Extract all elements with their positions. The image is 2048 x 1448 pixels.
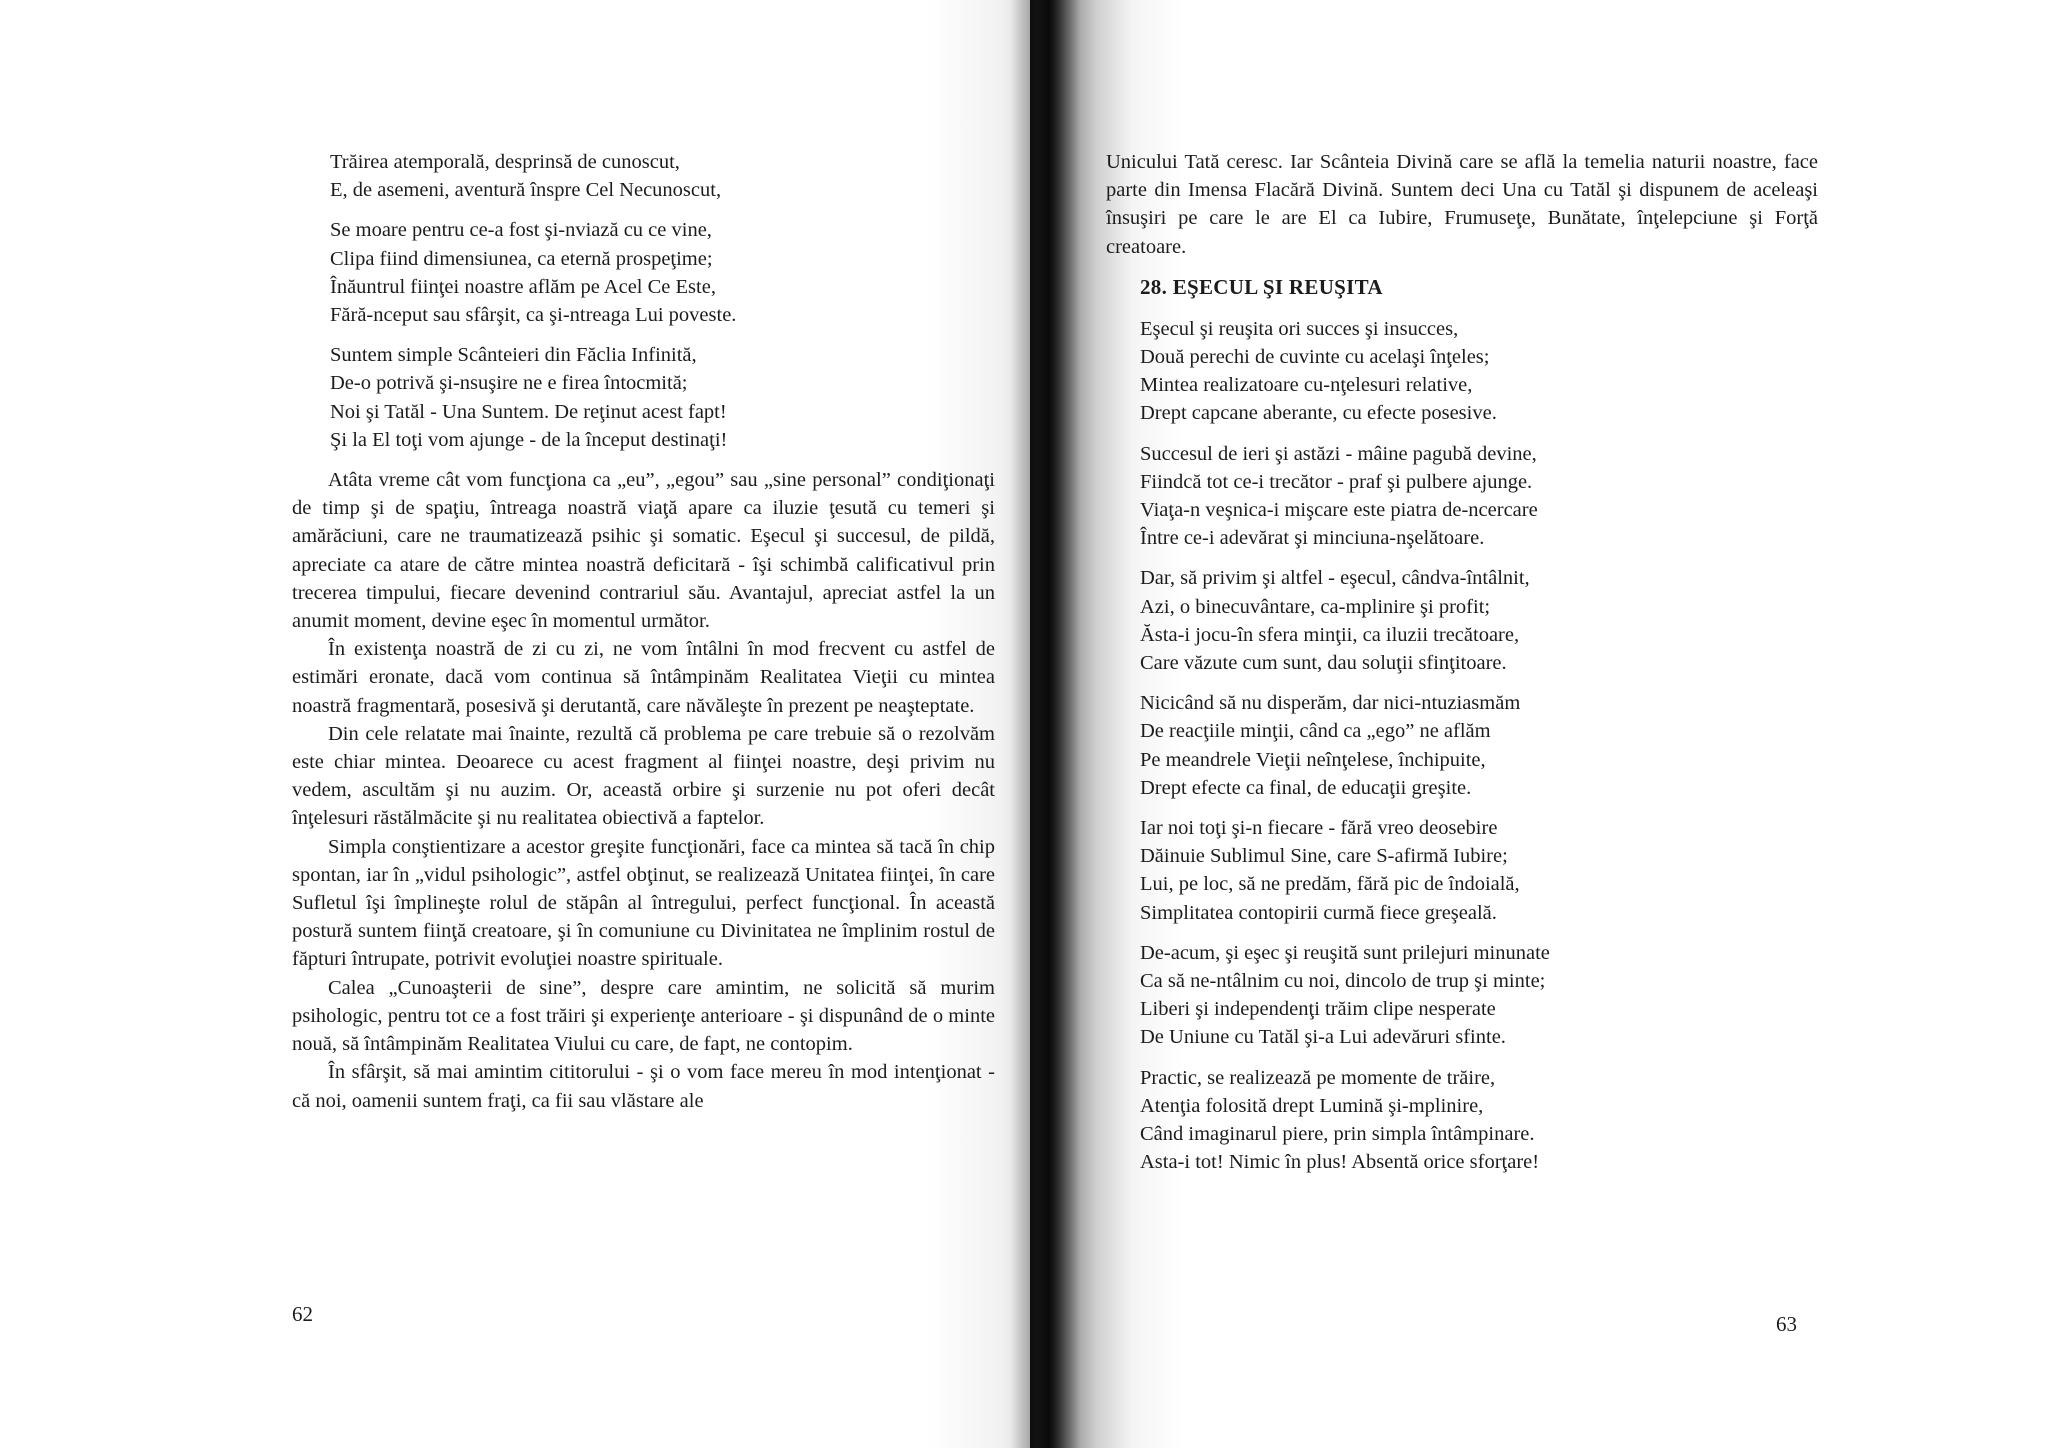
paragraph: Calea „Cunoaşterii de sine”, despre care amintim, ne solicită să murim psihologic, pentru tot ce a fost trăiri şi experienţe anterioare - şi dispunând de o minte nouă, să întâmpinăm Realitatea Viului cu care, de fapt, ne contopim. <box>292 976 995 1056</box>
poem-line: Asta-i tot! Nimic în plus! Absentă orice sforţare! <box>1140 1151 1540 1174</box>
poem-line: Drept efecte ca final, de educaţii greşite. <box>1140 776 1472 799</box>
left-stanza <box>330 341 995 454</box>
poem-line: De reacţiile minţii, când ca „ego” ne aflăm <box>1140 720 1491 743</box>
poem-line: Simplitatea contopirii curmă fiece greşeală. <box>1140 901 1497 924</box>
right-stanza <box>1140 315 1818 428</box>
poem-line: De-acum, şi eşec şi reuşită sunt prilejuri minunate <box>1140 941 1550 964</box>
poem-line: Două perechi de cuvinte cu acelaşi înţeles; <box>1140 346 1490 369</box>
right-page-text <box>1106 148 1818 1189</box>
paragraph: Unicului Tată ceresc. Iar Scânteia Divină care se află la temelia naturii noastre, face parte din Imensa Flacără Divină. Suntem deci Una cu Tatăl şi dispunem de aceleaşi însuşiri pe care le are El ca Iubire, Frumuseţe, Bunătate, înţelepciune şi Forţă creatoare. <box>1106 151 1818 258</box>
paragraph: Simpla conştientizare a acestor greşite funcţionări, face ca mintea să tacă în chip spontan, iar în „vidul psihologic”, astfel obţinut, se realizează Unitatea fiinţei, în care Sufletul îşi împlineşte rolul de stăpân al întregului, perfect funcţional. În această postură suntem fiinţă creatoare, şi în comuniune cu Divinitatea ne împlinim rostul de făpturi întrupate, potrivit evoluţiei noastre spirituale. <box>292 835 995 971</box>
right-stanza <box>1140 814 1818 927</box>
poem-line: Atenţia folosită drept Lumină şi-mplinire, <box>1140 1094 1484 1117</box>
right-intro <box>1106 148 1818 261</box>
poem-line: De Uniune cu Tatăl şi-a Lui adevăruri sfinte. <box>1140 1026 1506 1049</box>
paragraph: Atâta vreme cât vom funcţiona ca „eu”, „egou” sau „sine personal” condiţionaţi de timp şi de spaţiu, întreaga noastră viaţă apare ca iluzie ţesută cu temeri şi amărăciuni, care ne traumatizează psihic şi somatic. Eşecul şi succesul, de pildă, apreciate ca atare de către mintea noastră deficitară - îşi schimbă calificativul prin trecerea timpului, fiecare devenind contrariul său. Avantajul, apreciat astfel la un anumit moment, devine eşec în momentul următor. <box>292 469 995 633</box>
book-gutter-shadow <box>1010 0 1080 1448</box>
poem-line: Clipa fiind dimensiunea, ca eternă prospeţime; <box>330 247 713 270</box>
poem-line: Nicicând să nu disperăm, dar nici-ntuziasmăm <box>1140 692 1521 715</box>
left-page-text <box>292 148 995 1115</box>
poem-line: Suntem simple Scânteieri din Făclia Infinită, <box>330 344 697 367</box>
poem-line: Se moare pentru ce-a fost şi-nviază cu ce vine, <box>330 219 712 242</box>
poem-line: E, de asemeni, aventură înspre Cel Necunoscut, <box>330 179 722 202</box>
poem-line: Dăinuie Sublimul Sine, care S-afirmă Iubire; <box>1140 845 1508 868</box>
poem-line: Mintea realizatoare cu-nţelesuri relative, <box>1140 374 1473 397</box>
poem-line: Eşecul şi reuşita ori succes şi insucces, <box>1140 317 1459 340</box>
right-poem <box>1106 315 1818 1177</box>
left-prose <box>292 466 995 1115</box>
left-stanza <box>330 148 995 204</box>
right-stanza <box>1140 1064 1818 1177</box>
right-stanza <box>1140 564 1818 677</box>
poem-line: Viaţa-n veşnica-i mişcare este piatra de-ncercare <box>1140 499 1538 522</box>
left-poem <box>292 148 995 454</box>
paragraph: În sfârşit, să mai amintim cititorului - şi o vom face mereu în mod intenţionat - că noi, oamenii suntem fraţi, ca fii sau vlăstare ale <box>292 1061 995 1112</box>
poem-line: Dar, să privim şi altfel - eşecul, cândva-întâlnit, <box>1140 567 1530 590</box>
page-number-left: 62 <box>292 1302 313 1326</box>
page-number-right: 63 <box>1776 1312 1797 1336</box>
right-stanza <box>1140 939 1818 1052</box>
poem-line: Drept capcane aberante, cu efecte posesive. <box>1140 402 1497 425</box>
right-stanza <box>1140 440 1818 553</box>
poem-line: Când imaginarul piere, prin simpla întâmpinare. <box>1140 1123 1535 1146</box>
poem-line: Înăuntrul fiinţei noastre aflăm pe Acel Ce Este, <box>330 275 716 298</box>
chapter-heading: 28. EŞECUL ŞI REUŞITA <box>1140 274 1383 299</box>
poem-line: Fiindcă tot ce-i trecător - praf şi pulbere ajunge. <box>1140 470 1533 493</box>
poem-line: Ăsta-i jocu-în sfera minţii, ca iluzii trecătoare, <box>1140 623 1520 646</box>
poem-line: Între ce-i adevărat şi minciuna-nşelătoare. <box>1140 527 1485 550</box>
left-stanza <box>330 216 995 329</box>
paragraph: În existenţa noastră de zi cu zi, ne vom întâlni în mod frecvent cu astfel de estimări eronate, dacă vom continua să întâmpinăm Realitatea Vieţii cu mintea noastră fragmentară, posesivă şi derutantă, care năvăleşte în prezent pe neaşteptate. <box>292 638 995 717</box>
poem-line: Iar noi toţi şi-n fiecare - fără vreo deosebire <box>1140 817 1498 840</box>
poem-line: Noi şi Tatăl - Una Suntem. De reţinut acest fapt! <box>330 400 727 423</box>
poem-line: Liberi şi independenţi trăim clipe nesperate <box>1140 998 1496 1021</box>
poem-line: Trăirea atemporală, desprinsă de cunoscut, <box>330 151 680 173</box>
poem-line: Fără-nceput sau sfârşit, ca şi-ntreaga Lui poveste. <box>330 304 737 327</box>
paragraph: Din cele relatate mai înainte, rezultă că problema pe care trebuie să o rezolvăm este chiar mintea. Deoarece cu acest fragment al fiinţei noastre, deşi privim nu vedem, ascultăm şi nu auzim. Or, această orbire şi surzenie nu pot oferi decât înţelesuri răstălmăcite şi nu realitatea obiectivă a faptelor. <box>292 722 995 830</box>
poem-line: Şi la El toţi vom ajunge - de la început destinaţi! <box>330 428 728 451</box>
poem-line: Succesul de ieri şi astăzi - mâine pagubă devine, <box>1140 442 1537 465</box>
poem-line: De-o potrivă şi-nsuşire ne e firea întocmită; <box>330 372 688 395</box>
right-stanza <box>1140 689 1818 802</box>
poem-line: Lui, pe loc, să ne predăm, fără pic de îndoială, <box>1140 873 1520 896</box>
poem-line: Practic, se realizează pe momente de trăire, <box>1140 1066 1496 1089</box>
poem-line: Ca să ne-ntâlnim cu noi, dincolo de trup şi minte; <box>1140 970 1546 993</box>
poem-line: Pe meandrele Vieţii neînţelese, închipuite, <box>1140 748 1486 771</box>
poem-line: Azi, o binecuvântare, ca-mplinire şi profit; <box>1140 595 1491 618</box>
poem-line: Care văzute cum sunt, dau soluţii sfinţitoare. <box>1140 652 1507 675</box>
